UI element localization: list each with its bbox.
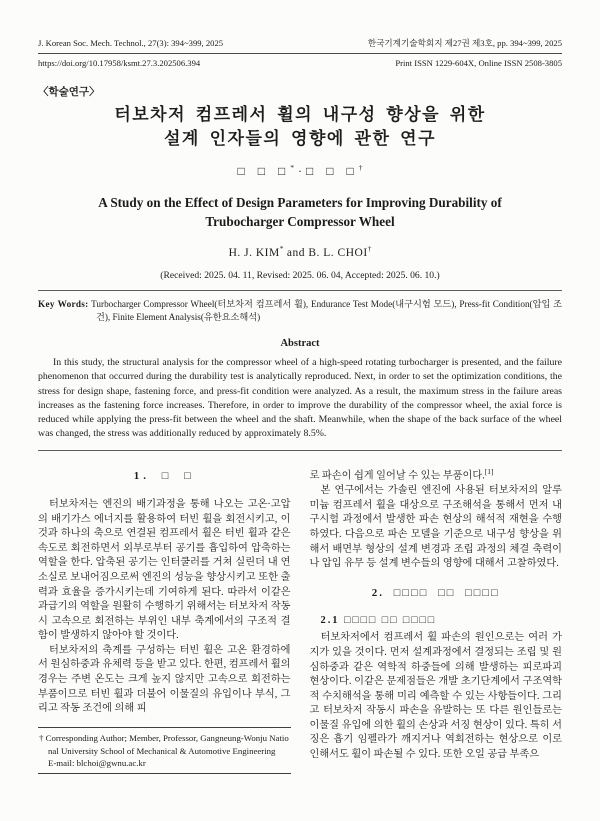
authors-masked-line (38, 163, 562, 179)
journal-citation-en: J. Korean Soc. Mech. Technol., 27(3): 394~399, 2025 (38, 38, 224, 48)
paper-title-english (38, 194, 562, 231)
right-column (310, 467, 563, 774)
continued-text: 로 파손이 쉽게 일어날 수 있는 부품이다. (309, 470, 485, 482)
received-revised-accepted-line: (Received: 2025. 04. 11, Revised: 2025. 06. 04, Accepted: 2025. 06. 10.) (160, 269, 440, 281)
keywords-label: Key Words: (38, 298, 89, 309)
author-separator: · (298, 164, 302, 179)
section-1-paragraph-3: 본 연구에서는 가솔린 엔진에 사용된 터보차저의 알루미늄 컴프레서 휠을 대상으로 구조해석을 통해서 먼저 내구시험 과정에서 발생한 파손 현상의 해석적 재현을 수행하였다. 다음으로 파손 모델을 기준으로 내구성 향상을 위해서 배면부 형상의 설계 변경과 조립 과정의 체결 축력이나 압입 유무 등 설계 변수들의 영향에 대해서 고찰하였다. (309, 485, 562, 570)
section-1-paragraph-2-continued (310, 467, 563, 484)
header-row-top (38, 38, 562, 54)
author-en-marker-2: † (367, 243, 372, 253)
keywords-text: Turbocharger Compressor Wheel(터보차저 컴프레서 휠), Endurance Test Mode(내구시험 모드), Press-fit Condition(압입 조건), Finite Element Analysis(유한요소해석) (91, 298, 562, 323)
doi-text: https://doi.org/10.17958/ksmt.27.3.202506.394 (38, 58, 201, 69)
author-en-marker-1: * (279, 243, 284, 253)
section-1-paragraph-2: 터보차저의 축계를 구성하는 터빈 휠은 고온 환경하에서 원심하중과 유체력 등을 받고 있다. 한편, 컴프레서 휠의 경우는 주변 온도는 크게 높지 않지만 고속으로 회전하는 부품이므로 터빈 휠과 더불어 이물질의 유입이나 부식, 그리고 작동 조건에 의해 피 (38, 644, 291, 715)
footnote-email: E-mail: blchoi@gwnu.ac.kr (48, 758, 146, 769)
corresponding-author-footnote (38, 727, 291, 774)
author-marker-2: † (358, 163, 363, 173)
citation-1: [1] (484, 467, 494, 477)
paper-title-english-line2: Trubocharger Compressor Wheel (205, 213, 395, 229)
page-header (38, 38, 562, 69)
article-type-label: 〈학술연구〉 (38, 87, 100, 99)
author-conjunction: and (283, 246, 309, 259)
abstract-heading: Abstract (280, 338, 320, 350)
header-row-bottom (38, 54, 562, 69)
issn-text: Print ISSN 1229-604X, Online ISSN 2508-3805 (395, 58, 562, 69)
divider-below-abstract (38, 450, 562, 451)
paper-title-korean-line1: 터보차저 컴프레서 휠의 내구성 향상을 위한 (114, 105, 486, 125)
author-masked-1: □ □ □ (237, 164, 291, 179)
section-2-paragraph-1: 터보차저에서 컴프레서 휠 파손의 원인으로는 여러 가지가 있을 것이다. 먼저 설계과정에서 결정되는 조립 및 원심하중과 같은 역학적 하중들에 의해 발생하는 피로파괴 현상이다. 이같은 문제점들은 개발 초기단계에서 구조역학적 수치해석을 통해 미리 예측할 수 있는 사항들이다. 그리고 터보차저 작동시 파손을 유발하는 또 다른 원인들로는 이물질 유입에 의한 휠의 손상과 서징 현상이 있다. 특히 서징은 흡기 임펠라가 깨지거나 역회전하는 현상으로 이로 인해서도 휠이 파손될 수 있다. 또한 오일 공급 부족으 (309, 632, 562, 761)
author-masked-2: □ □ □ (306, 164, 359, 179)
author-en-2: B. L. CHOI (308, 246, 368, 259)
paper-title-korean (38, 103, 562, 150)
section-1-heading: 1. □ □ (133, 470, 195, 483)
author-marker-1: * (290, 163, 294, 173)
paper-title-korean-line2: 설계 인자들의 영향에 관한 연구 (164, 128, 436, 148)
footnote-affiliation: † Corresponding Author; Member, Professor, Gangneung-Wonju National University School of Mechanical & Automotive Engineering (39, 732, 289, 756)
authors-english-line (38, 244, 562, 259)
section-2-1-heading: 2.1 □□□□ □□ □□□□ (320, 614, 437, 626)
left-column (38, 467, 291, 774)
keywords-block (38, 298, 562, 326)
author-en-1: H. J. KIM (228, 246, 280, 259)
two-column-body (38, 467, 562, 774)
section-1-paragraph-1: 터보차저는 엔진의 배기과정을 통해 나오는 고온·고압의 배기가스 에너지를 활용하여 터빈 휠을 회전시키고, 이것과 하나의 축으로 연결된 컴프레서 휠은 터빈 휠과 같은 속도로 회전하면서 외부로부터 공기를 흡입하여 압축하는 역할을 한다. 압축된 공기는 인터쿨러를 거쳐 실린더 내 연소실로 보내어짐으로써 엔진의 성능을 향상시키고 또한 출력과 효율을 증가시키는데 기여하게 된다. 따라서 이같은 과급기의 역할을 원활히 수행하기 위해서는 터보차저 작동 시 고속으로 회전하는 부위인 내부 축계에서의 구조적 결함이 발생하지 않아야 할 것이다. (38, 499, 291, 642)
section-2-heading: 2. □□□□ □□ □□□□ (371, 586, 500, 599)
divider-above-keywords (38, 290, 562, 291)
abstract-paragraph: In this study, the structural analysis for the compressor wheel of a high-speed rotating turbocharger is presented, and the failure phenomenon that occurred during the durability test is analytically reproduced. Next, in order to set the optimization conditions, the stress for design shape, fastening force, and press-fit condition were analyzed. As a result, the maximum stress in the failure areas increases as the fastening force increases. Therefore, in order to improve the durability of the compressor wheel, the axial force is reduced while applying the press-fit between the wheel and the shaft. Meanwhile, when the shape of the back surface of the wheel was changed, the stress was additionally reduced by approximately 8.5%. (38, 357, 562, 440)
paper-title-english-line1: A Study on the Effect of Design Parameters for Improving Durability of (98, 195, 502, 211)
journal-citation-ko: 한국기계기술학회지 제27권 제3호, pp. 394~399, 2025 (367, 38, 562, 48)
